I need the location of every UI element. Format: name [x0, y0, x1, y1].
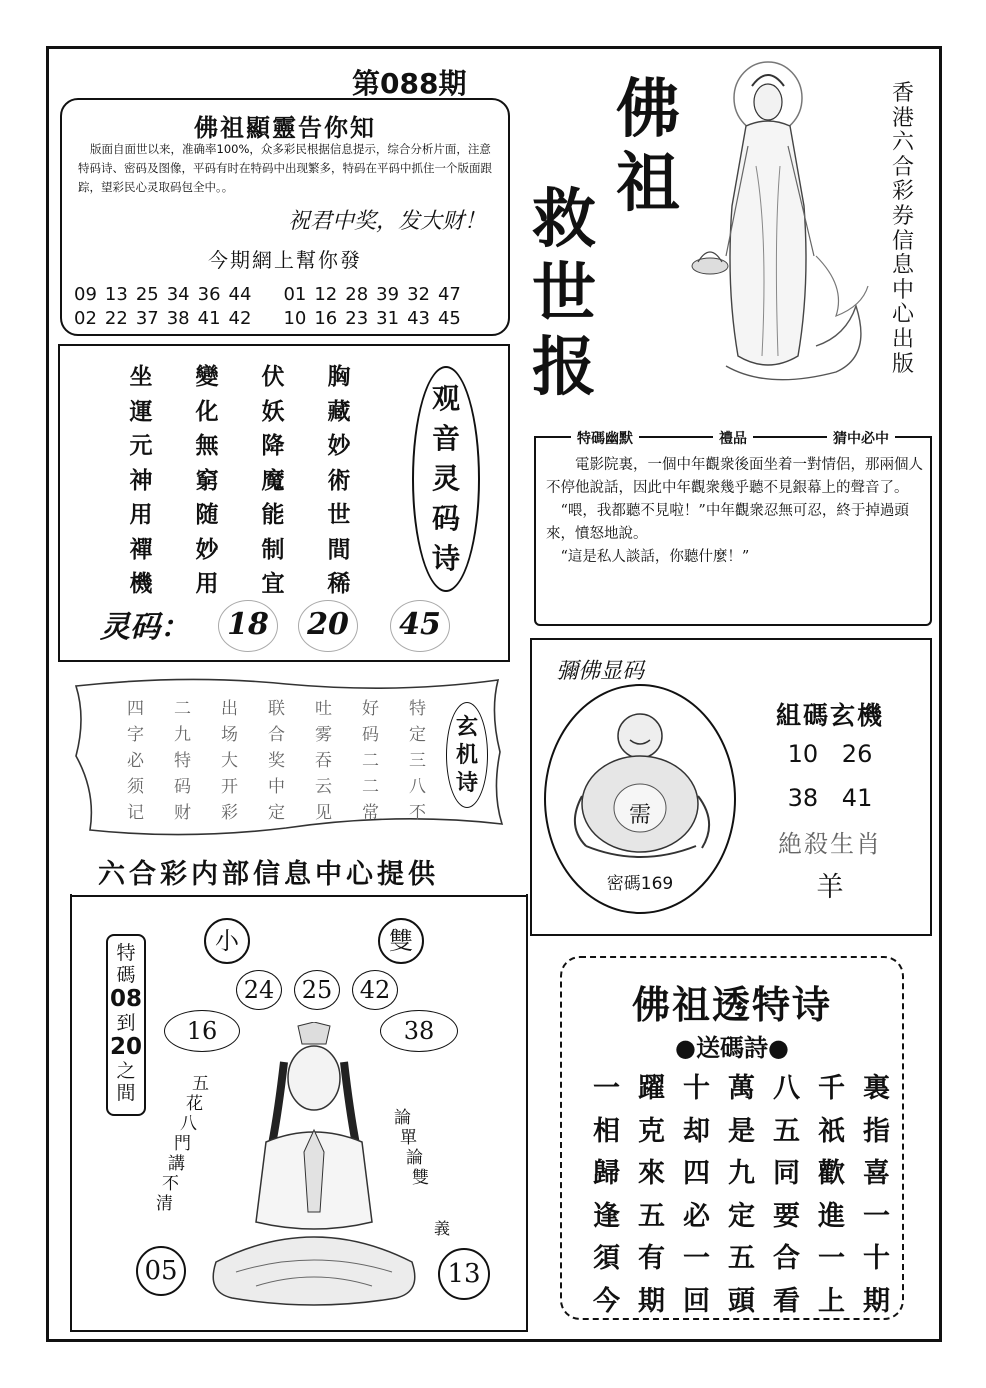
- joke-header-item: 猜中必中: [827, 428, 895, 448]
- poem-char: 喜: [863, 1158, 890, 1189]
- poem-char: 歡: [818, 1158, 845, 1189]
- double-circle: 雙: [378, 918, 424, 964]
- zuma-panel: [740, 696, 920, 904]
- label-char: 玄: [455, 714, 478, 740]
- xuanji-char: 云: [315, 777, 332, 797]
- phrase-char: 不: [162, 1174, 179, 1194]
- bottom-left-circle: 05: [136, 1246, 186, 1296]
- joke-line: “喂，我都聽不見啦！”中年觀衆忍無可忍，終于掉過頭來，憤怒地說。: [546, 503, 909, 542]
- poem-char: 上: [818, 1285, 845, 1317]
- poem-char: 一: [593, 1073, 620, 1104]
- mima-code: 密碼169: [606, 874, 674, 894]
- poem-char: 運: [129, 397, 153, 425]
- xuanji-char: 特: [174, 751, 191, 771]
- xuanji-char: 二: [174, 699, 191, 719]
- phrase-char: 花: [186, 1094, 203, 1114]
- poem-char: 千: [818, 1073, 845, 1104]
- lottery-number: 02: [74, 308, 97, 329]
- xuanji-grid: [112, 694, 441, 824]
- xuanji-char: 见: [315, 803, 332, 823]
- label-char: 码: [431, 502, 460, 535]
- poem-char: 八: [773, 1073, 800, 1104]
- poem-char: 今: [593, 1285, 620, 1317]
- poem-char: 坐: [129, 363, 153, 390]
- xuanji-char: 吐: [315, 699, 332, 719]
- phrase-char: 五: [192, 1074, 209, 1094]
- xuanji-char: 合: [268, 725, 285, 745]
- number-group: [74, 308, 251, 329]
- tema-bar-char: 間: [116, 1082, 136, 1104]
- xuanji-char: 记: [127, 803, 144, 823]
- xuanji-char: 雾: [315, 725, 332, 745]
- lottery-number: 28: [345, 284, 369, 305]
- poem-char: 用: [129, 501, 153, 528]
- masthead-char: 祖: [616, 146, 680, 221]
- tema-range-start: 08: [109, 986, 142, 1012]
- poem-char: 期: [863, 1285, 890, 1317]
- lottery-number: 25: [135, 284, 159, 305]
- issue-number: 第088期: [352, 67, 467, 100]
- lottery-number: 42: [228, 308, 252, 329]
- poem-char: 間: [327, 535, 351, 563]
- guanyin-poem-label: [412, 366, 480, 592]
- poem-char: 必: [683, 1200, 710, 1232]
- poem-char: 同: [773, 1158, 800, 1189]
- joke-body: [546, 454, 924, 569]
- poem-char: 祇: [818, 1115, 845, 1147]
- guanyin-poem-box: [58, 344, 510, 662]
- poem-char: 一: [683, 1243, 710, 1274]
- poem-char: 四: [683, 1158, 710, 1189]
- poem-char: 無: [195, 432, 219, 459]
- poem-char: 頭: [728, 1285, 755, 1317]
- lottery-number: 12: [314, 284, 338, 305]
- zuma-numbers-row: 38 41: [787, 784, 873, 812]
- poem-char: 相: [593, 1115, 620, 1147]
- number-oval: 24: [236, 970, 282, 1010]
- poem-char: 期: [638, 1285, 665, 1317]
- publisher-char: 心: [891, 302, 914, 328]
- poem-char: 五: [728, 1243, 755, 1274]
- xuanji-char: 奖: [268, 751, 285, 771]
- lingma-number: 18: [218, 600, 278, 652]
- phrase-char: 雙: [412, 1168, 429, 1188]
- buddha-chest-char: 需: [628, 803, 651, 828]
- poem-char: 一: [863, 1200, 890, 1232]
- publisher-char: 合: [891, 154, 914, 180]
- xuanji-char: 吞: [315, 751, 332, 771]
- xuanji-label: [446, 702, 488, 808]
- xuanji-char: 二: [362, 777, 379, 797]
- buddha-arc-title: 彌佛显码: [556, 659, 645, 684]
- publisher-char: 彩: [891, 179, 914, 205]
- label-char: 诗: [455, 770, 478, 796]
- tema-range-end: 20: [109, 1034, 142, 1060]
- xuanji-char: 财: [174, 803, 191, 823]
- publisher-char: 券: [891, 203, 914, 229]
- xuanji-char: 码: [174, 777, 191, 797]
- joke-header-item: 特碼幽默: [571, 428, 639, 448]
- poem-char: 回: [683, 1285, 710, 1317]
- tema-bar-char: 特: [116, 942, 136, 964]
- xuanji-char: 八: [409, 777, 426, 797]
- guanyin-figure: [686, 56, 882, 396]
- joke-line: “這是私人談話，你聽什麼！”: [546, 549, 750, 565]
- poem-char: 窮: [195, 466, 219, 494]
- poem-char: 須: [593, 1243, 620, 1274]
- number-group: [283, 284, 460, 305]
- publisher-char: 六: [891, 130, 914, 156]
- masthead-char: 报: [532, 330, 596, 405]
- masthead-char: 佛: [616, 72, 680, 147]
- publisher-char: 版: [891, 351, 914, 377]
- label-char: 灵: [431, 462, 460, 495]
- poem-char: 制: [261, 535, 285, 563]
- xuanji-char: 好: [362, 699, 379, 719]
- lottery-number: 32: [407, 284, 430, 305]
- buddha-ellipse: [544, 684, 736, 914]
- lottery-number: 47: [437, 284, 461, 305]
- lottery-number: 45: [437, 308, 461, 329]
- lottery-number: 39: [376, 284, 400, 305]
- jue-sha-label: 絶殺生肖: [778, 830, 882, 858]
- poem-char: 看: [773, 1285, 800, 1317]
- tema-top-rule: [70, 894, 528, 898]
- poem-char: 術: [327, 466, 351, 494]
- xuanji-char: 开: [221, 777, 238, 797]
- notice-box: [60, 98, 510, 336]
- xuanji-char: 不: [409, 803, 426, 823]
- zuma-title: 組碼玄機: [775, 701, 884, 730]
- xuanji-char: 场: [221, 725, 238, 745]
- lottery-number: 01: [283, 284, 307, 305]
- notice-title: 佛祖顯靈告你知: [194, 113, 376, 142]
- lottery-number: 22: [104, 308, 128, 329]
- right-tail-char: 義: [434, 1219, 451, 1238]
- zuma-numbers-row: 10 26: [787, 740, 873, 768]
- provider-line: 六合彩内部信息中心提供: [98, 859, 439, 890]
- lottery-number: 13: [104, 284, 128, 305]
- left-diagonal-phrase: [156, 1074, 212, 1214]
- xuanji-char: 大: [221, 751, 238, 771]
- xuanji-char: 三: [409, 751, 426, 771]
- poem-char: 元: [129, 432, 153, 459]
- xuanji-char: 字: [127, 725, 144, 745]
- label-char: 诗: [431, 542, 460, 575]
- label-char: 机: [455, 742, 478, 768]
- poem-char: 能: [261, 501, 285, 528]
- phrase-char: 論: [394, 1108, 411, 1128]
- poem-char: 五: [638, 1200, 665, 1232]
- lottery-number: 41: [197, 308, 221, 329]
- poem-char: 妙: [327, 432, 351, 459]
- publisher-char: 港: [891, 105, 914, 131]
- publisher-char: 香: [891, 81, 914, 106]
- bottom-right-circle: 13: [438, 1248, 490, 1300]
- poem-char: 是: [728, 1115, 755, 1147]
- xuanji-char: 必: [127, 751, 144, 771]
- tema-bar-char: 到: [116, 1012, 136, 1034]
- poem-char: 藏: [327, 397, 351, 425]
- tema-range-bar: [106, 934, 146, 1116]
- laughing-buddha-figure: [546, 696, 734, 876]
- publisher-char: 息: [891, 253, 914, 279]
- phrase-char: 八: [180, 1114, 197, 1134]
- poem-char: 神: [129, 466, 153, 494]
- poem-char: 却: [683, 1115, 710, 1147]
- poem-char: 魔: [261, 466, 285, 494]
- tete-poem-subtitle: ●送碼詩●: [675, 1033, 789, 1062]
- lingma-number: 20: [298, 600, 358, 652]
- xuanji-char: 联: [268, 699, 285, 719]
- poem-char: 變: [195, 363, 219, 390]
- poem-char: 降: [261, 432, 285, 459]
- poem-char: 禪: [129, 535, 153, 563]
- poem-char: 世: [327, 501, 351, 528]
- poem-char: 胸: [327, 363, 351, 390]
- poem-char: 要: [773, 1200, 800, 1232]
- number-group: [283, 308, 460, 329]
- poem-char: 逢: [593, 1200, 620, 1232]
- xuanji-char: 四: [127, 699, 144, 719]
- poem-char: 萬: [728, 1073, 755, 1104]
- xuanji-char: 定: [268, 803, 285, 823]
- lottery-number: 43: [407, 308, 430, 329]
- right-oval: 38: [380, 1010, 458, 1052]
- poem-char: 裏: [863, 1073, 890, 1104]
- publisher-vertical: [888, 82, 918, 377]
- poem-char: 十: [863, 1243, 890, 1274]
- lottery-number: 10: [283, 308, 307, 329]
- lingma-label: 灵码：: [100, 610, 190, 645]
- joke-header: [534, 428, 932, 448]
- phrase-char: 講: [168, 1154, 185, 1174]
- lottery-number: 09: [74, 284, 97, 305]
- poem-char: 有: [638, 1243, 665, 1274]
- poem-char: 妙: [195, 535, 219, 563]
- poem-char: 九: [728, 1158, 755, 1189]
- poem-char: 化: [195, 397, 219, 425]
- poem-char: 定: [728, 1200, 755, 1232]
- poem-char: 十: [683, 1073, 710, 1104]
- number-oval: 25: [294, 970, 340, 1010]
- poem-char: 宜: [261, 570, 285, 597]
- publisher-char: 信: [891, 228, 914, 254]
- notice-wish: 祝君中奖，发大财！: [287, 209, 486, 234]
- publisher-char: 出: [891, 326, 914, 352]
- number-group: [74, 284, 251, 305]
- tema-bar-char: 之: [116, 1060, 136, 1082]
- joke-header-item: 禮品: [713, 428, 753, 448]
- poem-char: 機: [129, 570, 153, 597]
- number-row-1: [74, 284, 496, 305]
- poem-char: 伏: [261, 363, 285, 390]
- xuanji-char: 码: [362, 725, 379, 745]
- masthead-char: 世: [532, 256, 596, 331]
- joke-line: 電影院裏，一個中年觀衆後面坐着一對情侶，那兩個人不停他說話，因此中年觀衆幾乎聽不見銀幕上的聲音了。: [546, 457, 923, 496]
- tete-poem-title: 佛祖透特诗: [631, 982, 832, 1027]
- poem-char: 躍: [638, 1073, 665, 1104]
- lottery-number: 36: [197, 284, 221, 305]
- poem-char: 用: [195, 570, 219, 597]
- poem-char: 指: [863, 1115, 890, 1147]
- lottery-number: 44: [228, 284, 252, 305]
- number-oval: 42: [352, 970, 398, 1010]
- phrase-char: 論: [406, 1148, 423, 1168]
- publisher-char: 中: [891, 277, 914, 303]
- lottery-number: 16: [314, 308, 338, 329]
- notice-subtitle: 今期網上幫你發: [208, 248, 362, 272]
- lingma-number: 45: [390, 600, 450, 652]
- left-oval: 16: [164, 1010, 240, 1052]
- xuanji-char: 彩: [221, 803, 238, 823]
- lottery-number: 34: [166, 284, 190, 305]
- poem-char: 五: [773, 1115, 800, 1147]
- tema-bar-char: 碼: [116, 964, 136, 986]
- label-char: 音: [431, 422, 460, 455]
- poem-char: 克: [638, 1115, 665, 1147]
- poem-char: 進: [818, 1200, 845, 1232]
- poem-char: 來: [638, 1158, 665, 1189]
- lottery-number: 23: [345, 308, 369, 329]
- masthead-char: 救: [532, 182, 596, 257]
- xuanji-char: 二: [362, 751, 379, 771]
- notice-body: 版面自面世以来，准确率100%，众多彩民根据信息提示，综合分析片面，注意特码诗、密码及图像，平码有时在特码中出现繁多，特码在平码中抓住一个版面跟踪，望彩民心灵取码包全中。。: [78, 142, 492, 194]
- xuanji-char: 九: [174, 725, 191, 745]
- lottery-number: 38: [166, 308, 190, 329]
- label-char: 观: [431, 382, 460, 415]
- right-diagonal-phrase: [394, 1108, 429, 1188]
- phrase-char: 清: [156, 1194, 173, 1214]
- lottery-number: 37: [135, 308, 159, 329]
- poem-char: 稀: [327, 570, 351, 597]
- xuanji-char: 特: [409, 699, 426, 719]
- poem-char: 一: [818, 1243, 845, 1274]
- xuanji-char: 出: [221, 699, 238, 719]
- xuanji-char: 中: [268, 777, 285, 797]
- jue-sha-zodiac: 羊: [816, 872, 844, 903]
- poem-char: 随: [195, 501, 219, 528]
- xuanji-char: 须: [127, 777, 144, 797]
- poem-char: 妖: [261, 397, 285, 425]
- xuanji-char: 常: [362, 803, 379, 823]
- small-circle: 小: [204, 918, 250, 964]
- xuanji-char: 定: [409, 725, 426, 745]
- number-row-2: [74, 308, 496, 329]
- lottery-number: 31: [376, 308, 400, 329]
- poem-char: 歸: [593, 1158, 620, 1189]
- poem-char: 合: [773, 1243, 800, 1274]
- phrase-char: 單: [400, 1128, 417, 1148]
- poem-grid: [108, 358, 372, 600]
- phrase-char: 門: [174, 1134, 191, 1154]
- tete-poem-grid: [584, 1066, 899, 1321]
